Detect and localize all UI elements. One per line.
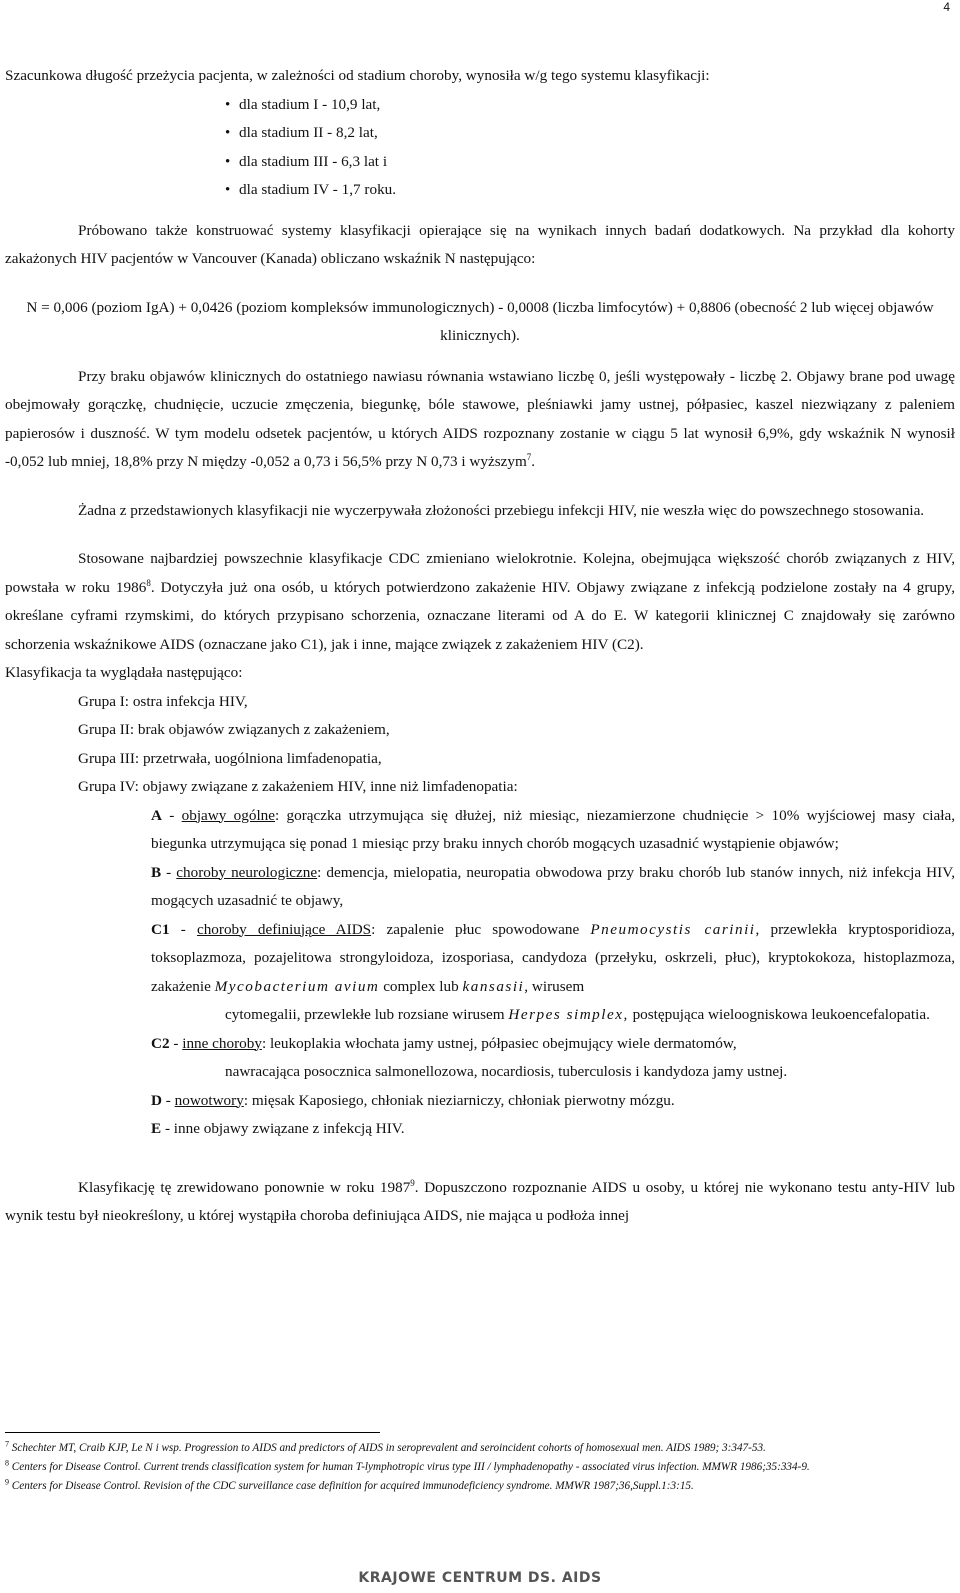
- category-text: : zapalenie płuc spowodowane: [371, 920, 591, 938]
- footnotes: [5, 1440, 950, 1497]
- list-item: • dla stadium IV - 1,7 roku.: [225, 176, 955, 205]
- footer-organization: KRAJOWE CENTRUM DS. AIDS: [358, 1570, 602, 1586]
- footnote-number: 7: [5, 1439, 9, 1449]
- separator: -: [161, 1091, 175, 1109]
- paragraph-1987-revision: [5, 1174, 955, 1231]
- category-name: inne choroby: [182, 1034, 262, 1052]
- paragraph-text: Przy braku objawów klinicznych do ostatniego nawiasu równania wstawiano liczbę 0, jeśli występowały - liczbę 2. Objawy brane pod uwagę obejmowały gorączkę, chudnięcie, uczucie zmęczenia, biegunkę, bóle stawowe, pleśniawki jamy ustnej, półpasiec, kaszel niezwiązany z paleniem papierosów i duszność. W tym modelu odsetek pacjentów, u których AIDS rozpoznany zostanie w ciągu 5 lat wynosił 6,9%, gdy wskaźnik N wynosił -0,052 lub mniej, 18,8% przy N między -0,052 a 0,73 i 56,5% przy N 0,73 i wyższym: [5, 367, 955, 470]
- paragraph-cdc: [5, 545, 955, 659]
- category-c1-continued: [5, 1001, 955, 1030]
- footnote-number: 8: [5, 1458, 9, 1468]
- footnote-text: Schechter MT, Craib KJP, Le N i wsp. Progression to AIDS and predictors of AIDS in seroprevalent and seroincident cohorts of homosexual men. AIDS 1989; 3:347-53.: [11, 1442, 766, 1454]
- category-text: : gorączka utrzymująca się dłużej, niż miesiąc, niezamierzone chudnięcie > 10% wyjściowej masy ciała, biegunka utrzymująca się ponad 1 miesiąc przy braku innych chorób mogących uzasadnić wystąpienie objawów;: [151, 806, 955, 852]
- footnote-text: Centers for Disease Control. Revision of the CDC surveillance case definition for acquired immunodeficiency syndrome. MMWR 1987;36,Suppl.1:3:15.: [11, 1480, 694, 1492]
- category-text: - inne objawy związane z infekcją HIV.: [161, 1120, 405, 1137]
- group-item: Grupa II: brak objawów związanych z zakażeniem,: [78, 721, 390, 738]
- formula: N = 0,006 (poziom IgA) + 0,0426 (poziom kompleksów immunologicznych) - 0,0008 (liczba limfocytów) + 0,8806 (obecność 2 lub więcej objawów klinicznych).: [26, 298, 934, 344]
- category-a: [5, 802, 955, 859]
- paragraph-text: . Dotyczyła już ona osób, u których potwierdzono zakażenie HIV. Objawy związane z infekcją podzielone zostały na 4 grupy, określane cyframi rzymskimi, do których przypisano schorzenia, oznaczane literami od A do E. W kategorii klinicznej C znajdowały się zarówno schorzenia wskaźnikowe AIDS (oznaczane jako C1), jak i inne, mające związek z zakażeniem HIV (C2).: [5, 578, 955, 653]
- footnote-ref: 8: [146, 577, 151, 588]
- separator: -: [161, 806, 182, 824]
- footnote: [5, 1440, 950, 1457]
- category-b: [5, 859, 955, 916]
- category-letter: E: [151, 1120, 162, 1137]
- group-item: Grupa I: ostra infekcja HIV,: [78, 692, 248, 710]
- list-item: • dla stadium I - 10,9 lat,: [225, 91, 955, 120]
- list-item: • dla stadium II - 8,2 lat,: [225, 119, 955, 148]
- paragraph-no-classification: Żadna z przedstawionych klasyfikacji nie wyczerpywała złożoności przebiegu infekcji HIV, nie weszła więc do powszechnego stosowania.: [78, 501, 925, 519]
- category-letter: A: [151, 806, 162, 824]
- category-letter: C2: [151, 1034, 170, 1052]
- organism-name: kansasii: [462, 977, 525, 995]
- intro-paragraph: Szacunkowa długość przeżycia pacjenta, w zależności od stadium choroby, wynosiła w/g tego systemu klasyfikacji:: [5, 67, 710, 84]
- paragraph-text: .: [531, 453, 536, 470]
- separator: -: [169, 1034, 183, 1052]
- category-name: nowotwory: [174, 1091, 244, 1109]
- category-text: complex lub: [379, 977, 463, 995]
- category-name: objawy ogólne: [181, 806, 275, 824]
- separator: -: [169, 920, 197, 938]
- category-text: : mięsak Kaposiego, chłoniak nieziarniczy, chłoniak pierwotny mózgu.: [243, 1091, 675, 1109]
- group-item: Grupa III: przetrwała, uogólniona limfadenopatia,: [78, 749, 382, 767]
- category-c2-continued: nawracająca posocznica salmonellozowa, nocardiosis, tuberculosis i kandydoza jamy ustnej.: [225, 1063, 788, 1080]
- category-letter: D: [151, 1091, 162, 1109]
- document-body: [5, 62, 955, 1231]
- paragraph-text: . Dopuszczono rozpoznanie AIDS u osoby, u której nie wykonano testu anty-HIV lub wynik testu był nieokreślony, u której wystąpiła choroba definiująca AIDS, nie mająca u podłoża innej: [5, 1178, 955, 1224]
- category-text: postępująca wieloogniskowa leukoencefalopatia.: [628, 1006, 930, 1023]
- classification-intro: Klasyfikacja ta wyglądała następująco:: [5, 664, 243, 681]
- category-c2: [5, 1030, 955, 1059]
- list-item: • dla stadium III - 6,3 lat i: [225, 148, 955, 177]
- footnote-ref: 7: [526, 451, 532, 462]
- separator: -: [161, 863, 177, 881]
- category-text: , wirusem: [524, 977, 585, 995]
- paragraph-symptoms: [5, 363, 955, 477]
- category-text: , przewlekła kryptosporidioza, toksoplazmoza, pozajelitowa strongyloidoza, izosporiasa, candydoza (przełyku, oskrzeli, płuc), kryptokokoza, histoplazmoza, zakażenie: [151, 920, 955, 995]
- category-name: choroby definiujące AIDS: [196, 920, 372, 938]
- footnote-number: 9: [5, 1477, 9, 1487]
- organism-name: Herpes simplex,: [508, 1006, 629, 1023]
- category-e: [5, 1115, 955, 1144]
- paragraph-other-systems: Próbowano także konstruować systemy klasyfikacji opierające się na wynikach innych badań dodatkowych. Na przykład dla kohorty zakażonych HIV pacjentów w Vancouver (Kanada) obliczano wskaźnik N następująco:: [5, 221, 955, 267]
- stage-list: [5, 91, 955, 205]
- footnote-text: Centers for Disease Control. Current trends classification system for human T-lymphotropic virus type III / lymphadenopathy - associated virus infection. MMWR 1986;35:334-9.: [11, 1461, 810, 1473]
- footnote-ref: 9: [410, 1177, 415, 1188]
- paragraph-text: Klasyfikację tę zrewidowano ponownie w roku 1987: [78, 1178, 411, 1196]
- footnote: [5, 1478, 950, 1495]
- paragraph-text: Stosowane najbardziej powszechnie klasyfikacje CDC zmieniano wielokrotnie. Kolejna, obejmująca większość chorób związanych z HIV, powstała w roku 1986: [5, 550, 955, 596]
- organism-name: Pneumocystis carinii: [590, 920, 756, 938]
- organism-name: Mycobacterium avium: [214, 977, 380, 995]
- category-text: : leukoplakia włochata jamy ustnej, półpasiec obejmujący wiele dermatomów,: [261, 1034, 737, 1052]
- category-text: : demencja, mielopatia, neuropatia obwodowa przy braku chorób lub stanów innych, niż infekcja HIV, mogących uzasadnić te objawy,: [151, 863, 956, 909]
- category-letter: B: [151, 863, 162, 881]
- page-number: 4: [943, 0, 950, 14]
- footnote: [5, 1459, 950, 1476]
- footnote-separator: [5, 1432, 380, 1433]
- category-c1: [5, 916, 955, 1002]
- category-name: choroby neurologiczne: [176, 863, 318, 881]
- category-text: cytomegalii, przewlekłe lub rozsiane wirusem: [225, 1006, 509, 1023]
- group-item: Grupa IV: objawy związane z zakażeniem HIV, inne niż limfadenopatia:: [78, 778, 518, 795]
- category-letter: C1: [151, 920, 170, 938]
- category-d: [5, 1087, 955, 1116]
